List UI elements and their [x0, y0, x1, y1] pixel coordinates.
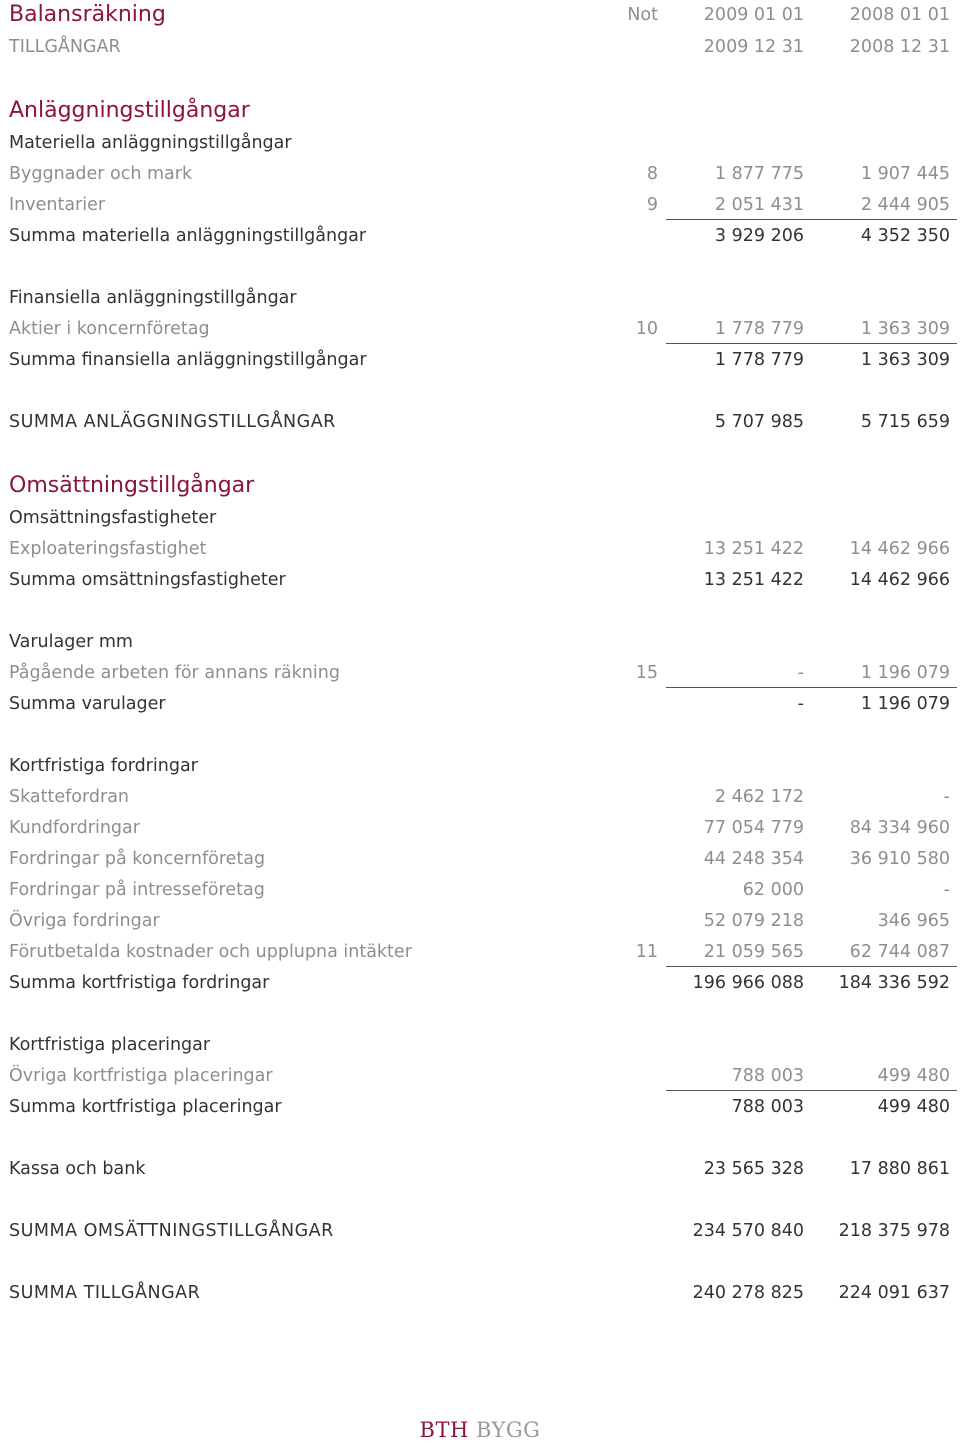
row-label: Summa materiella anläggningstillgångar [9, 226, 367, 246]
subheading-row [0, 283, 960, 313]
table-row [0, 159, 960, 189]
row-value-2009: 788 003 [731, 1097, 804, 1117]
row-value-2009: 2 051 431 [714, 195, 804, 215]
row-value-2008: 14 462 966 [849, 570, 950, 590]
section-heading-current-assets [0, 471, 960, 501]
row-value-2009: - [797, 663, 804, 683]
total-row-current-assets [0, 1216, 960, 1246]
row-label: Fordringar på koncernföretag [9, 849, 266, 869]
table-row [0, 844, 960, 874]
sum-row [0, 689, 960, 719]
row-note: 9 [646, 195, 658, 215]
table-row [0, 875, 960, 905]
table-row [0, 190, 960, 220]
row-value-2009: 77 054 779 [703, 818, 804, 838]
table-row [0, 782, 960, 812]
page-title: Balansräkning [9, 2, 166, 27]
row-value-2008: 5 715 659 [860, 412, 950, 432]
row-value-2009: 788 003 [731, 1066, 804, 1086]
row-value-2008: 499 480 [877, 1066, 950, 1086]
row-value-2009: 196 966 088 [692, 973, 804, 993]
row-label: Omsättningsfastigheter [9, 508, 217, 528]
row-value-2009: 1 778 779 [714, 350, 804, 370]
row-label: Aktier i koncernföretag [9, 319, 210, 339]
row-value-2009: 234 570 840 [692, 1221, 804, 1241]
sum-row [0, 1092, 960, 1122]
row-value-2008: 1 196 079 [860, 663, 950, 683]
row-value-2008: 1 196 079 [860, 694, 950, 714]
row-value-2009: 1 778 779 [714, 319, 804, 339]
table-row [0, 813, 960, 843]
row-value-2009: - [797, 694, 804, 714]
row-value-2009: 62 000 [742, 880, 804, 900]
row-value-2008: 14 462 966 [849, 539, 950, 559]
sum-row [0, 565, 960, 595]
row-label: Övriga kortfristiga placeringar [9, 1066, 273, 1086]
subheading-row [0, 627, 960, 657]
sum-divider [666, 219, 957, 220]
subheading-row [0, 751, 960, 781]
row-label: Anläggningstillgångar [9, 98, 250, 123]
logo-bygg: BYGG [475, 1418, 541, 1442]
row-label: Summa kortfristiga placeringar [9, 1097, 282, 1117]
row-label: Summa varulager [9, 694, 166, 714]
row-label: Kundfordringar [9, 818, 140, 838]
row-value-2008: - [943, 880, 950, 900]
row-label: Summa kortfristiga fordringar [9, 973, 270, 993]
table-row [0, 937, 960, 967]
row-label: Materiella anläggningstillgångar [9, 133, 292, 153]
row-value-2009: 5 707 985 [714, 412, 804, 432]
row-value-2008: - [943, 787, 950, 807]
row-label: SUMMA ANLÄGGNINGSTILLGÅNGAR [9, 412, 336, 432]
row-value-2009: 21 059 565 [703, 942, 804, 962]
row-label: SUMMA TILLGÅNGAR [9, 1283, 201, 1303]
footer-logo [0, 1418, 960, 1442]
row-label: Inventarier [9, 195, 106, 215]
col-not-header: Not [627, 5, 658, 25]
row-note: 8 [646, 164, 658, 184]
row-value-2009: 240 278 825 [692, 1283, 804, 1303]
subheading-row [0, 503, 960, 533]
row-label: Kortfristiga fordringar [9, 756, 198, 776]
section-heading-fixed-assets [0, 96, 960, 126]
sum-row [0, 221, 960, 251]
sum-divider [666, 687, 957, 688]
row-value-2008: 1 907 445 [860, 164, 950, 184]
row-label: Varulager mm [9, 632, 133, 652]
row-label: Kortfristiga placeringar [9, 1035, 211, 1055]
row-value-2008: 4 352 350 [860, 226, 950, 246]
sum-divider [666, 966, 957, 967]
header-row-1 [0, 0, 960, 30]
row-value-2009: 1 877 775 [714, 164, 804, 184]
row-value-2009: 2 462 172 [714, 787, 804, 807]
table-row [0, 906, 960, 936]
row-value-2009: 13 251 422 [703, 539, 804, 559]
sum-divider [666, 1090, 957, 1091]
sum-row [0, 345, 960, 375]
cash-row [0, 1154, 960, 1184]
subheading-row [0, 1030, 960, 1060]
row-label: Finansiella anläggningstillgångar [9, 288, 297, 308]
row-value-2008: 184 336 592 [838, 973, 950, 993]
row-value-2008: 2 444 905 [860, 195, 950, 215]
col2-header-end: 2008 12 31 [849, 37, 950, 57]
row-value-2008: 62 744 087 [849, 942, 950, 962]
row-note: 15 [635, 663, 658, 683]
row-value-2008: 499 480 [877, 1097, 950, 1117]
row-label: Summa omsättningsfastigheter [9, 570, 286, 590]
table-row [0, 1061, 960, 1091]
row-note: 10 [635, 319, 658, 339]
row-value-2009: 44 248 354 [703, 849, 804, 869]
row-value-2008: 1 363 309 [860, 319, 950, 339]
header-row-2 [0, 32, 960, 62]
row-value-2008: 84 334 960 [849, 818, 950, 838]
row-note: 11 [635, 942, 658, 962]
row-label: Skattefordran [9, 787, 130, 807]
col2-header-start: 2008 01 01 [849, 5, 950, 25]
total-row-assets [0, 1278, 960, 1308]
section-subtitle: TILLGÅNGAR [9, 37, 121, 57]
row-value-2009: 13 251 422 [703, 570, 804, 590]
table-row [0, 658, 960, 688]
sum-divider [666, 343, 957, 344]
row-label: Kassa och bank [9, 1159, 146, 1179]
row-label: Fordringar på intresseföretag [9, 880, 265, 900]
row-label: SUMMA OMSÄTTNINGSTILLGÅNGAR [9, 1221, 334, 1241]
table-row [0, 314, 960, 344]
row-label: Exploateringsfastighet [9, 539, 207, 559]
row-label: Byggnader och mark [9, 164, 193, 184]
table-row [0, 534, 960, 564]
col1-header-start: 2009 01 01 [703, 5, 804, 25]
subheading-row [0, 128, 960, 158]
row-label: Övriga fordringar [9, 911, 160, 931]
row-label: Omsättningstillgångar [9, 473, 255, 498]
row-value-2008: 218 375 978 [838, 1221, 950, 1241]
row-value-2009: 23 565 328 [703, 1159, 804, 1179]
row-value-2009: 52 079 218 [703, 911, 804, 931]
row-value-2008: 17 880 861 [849, 1159, 950, 1179]
row-label: Förutbetalda kostnader och upplupna intäkter [9, 942, 412, 962]
sum-row [0, 968, 960, 998]
col1-header-end: 2009 12 31 [703, 37, 804, 57]
logo-bth: BTH [419, 1418, 469, 1442]
row-value-2008: 346 965 [877, 911, 950, 931]
row-label: Summa finansiella anläggningstillgångar [9, 350, 367, 370]
row-value-2008: 36 910 580 [849, 849, 950, 869]
row-value-2008: 224 091 637 [838, 1283, 950, 1303]
row-label: Pågående arbeten för annans räkning [9, 663, 340, 683]
row-value-2009: 3 929 206 [714, 226, 804, 246]
row-value-2008: 1 363 309 [860, 350, 950, 370]
total-row-fixed-assets [0, 407, 960, 437]
